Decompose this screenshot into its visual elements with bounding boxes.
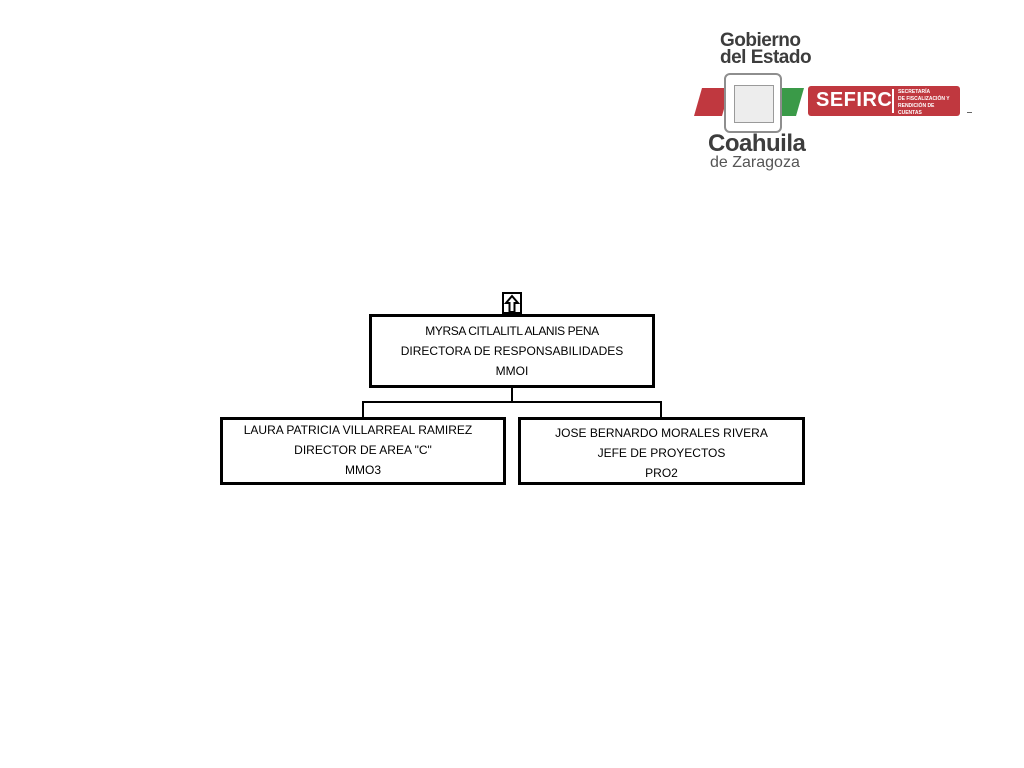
node-name: LAURA PATRICIA VILLARREAL RAMIREZ [243, 423, 473, 437]
coat-of-arms-icon [724, 73, 782, 133]
org-node-root[interactable] [369, 314, 655, 388]
sefirc-badge [808, 86, 960, 116]
logo-text-zaragoza: de Zaragoza [710, 154, 800, 171]
org-node-director-area-c[interactable] [220, 417, 506, 485]
org-node-jefe-proyectos[interactable] [518, 417, 805, 485]
node-code: PRO2 [645, 466, 678, 480]
sefirc-name: SEFIRC [816, 89, 893, 111]
node-title: DIRECTOR DE AREA "C" [294, 443, 432, 457]
logo-text-coahuila: Coahuila [708, 130, 806, 157]
logo-text-gobierno: Gobierno [720, 30, 801, 51]
node-name: JOSE BERNARDO MORALES RIVERA [555, 426, 768, 440]
node-title: JEFE DE PROYECTOS [597, 446, 726, 460]
connector-root-down [511, 388, 513, 402]
government-logo [690, 28, 980, 178]
connector-right-down [660, 401, 662, 417]
node-title: DIRECTORA DE RESPONSABILIDADES [400, 344, 624, 358]
connector-horizontal [362, 401, 662, 403]
up-arrow-icon[interactable] [502, 292, 522, 314]
connector-left-down [362, 401, 364, 417]
sefirc-description: SECRETARÍA DE FISCALIZACIÓN Y RENDICIÓN DE CUENTAS [898, 89, 950, 116]
node-name: MYRSA CITLALITL ALANIS PENA [425, 324, 599, 338]
logo-text-del-estado: del Estado [720, 47, 812, 68]
node-code: MMO3 [345, 463, 381, 477]
node-code: MMOI [495, 364, 529, 378]
